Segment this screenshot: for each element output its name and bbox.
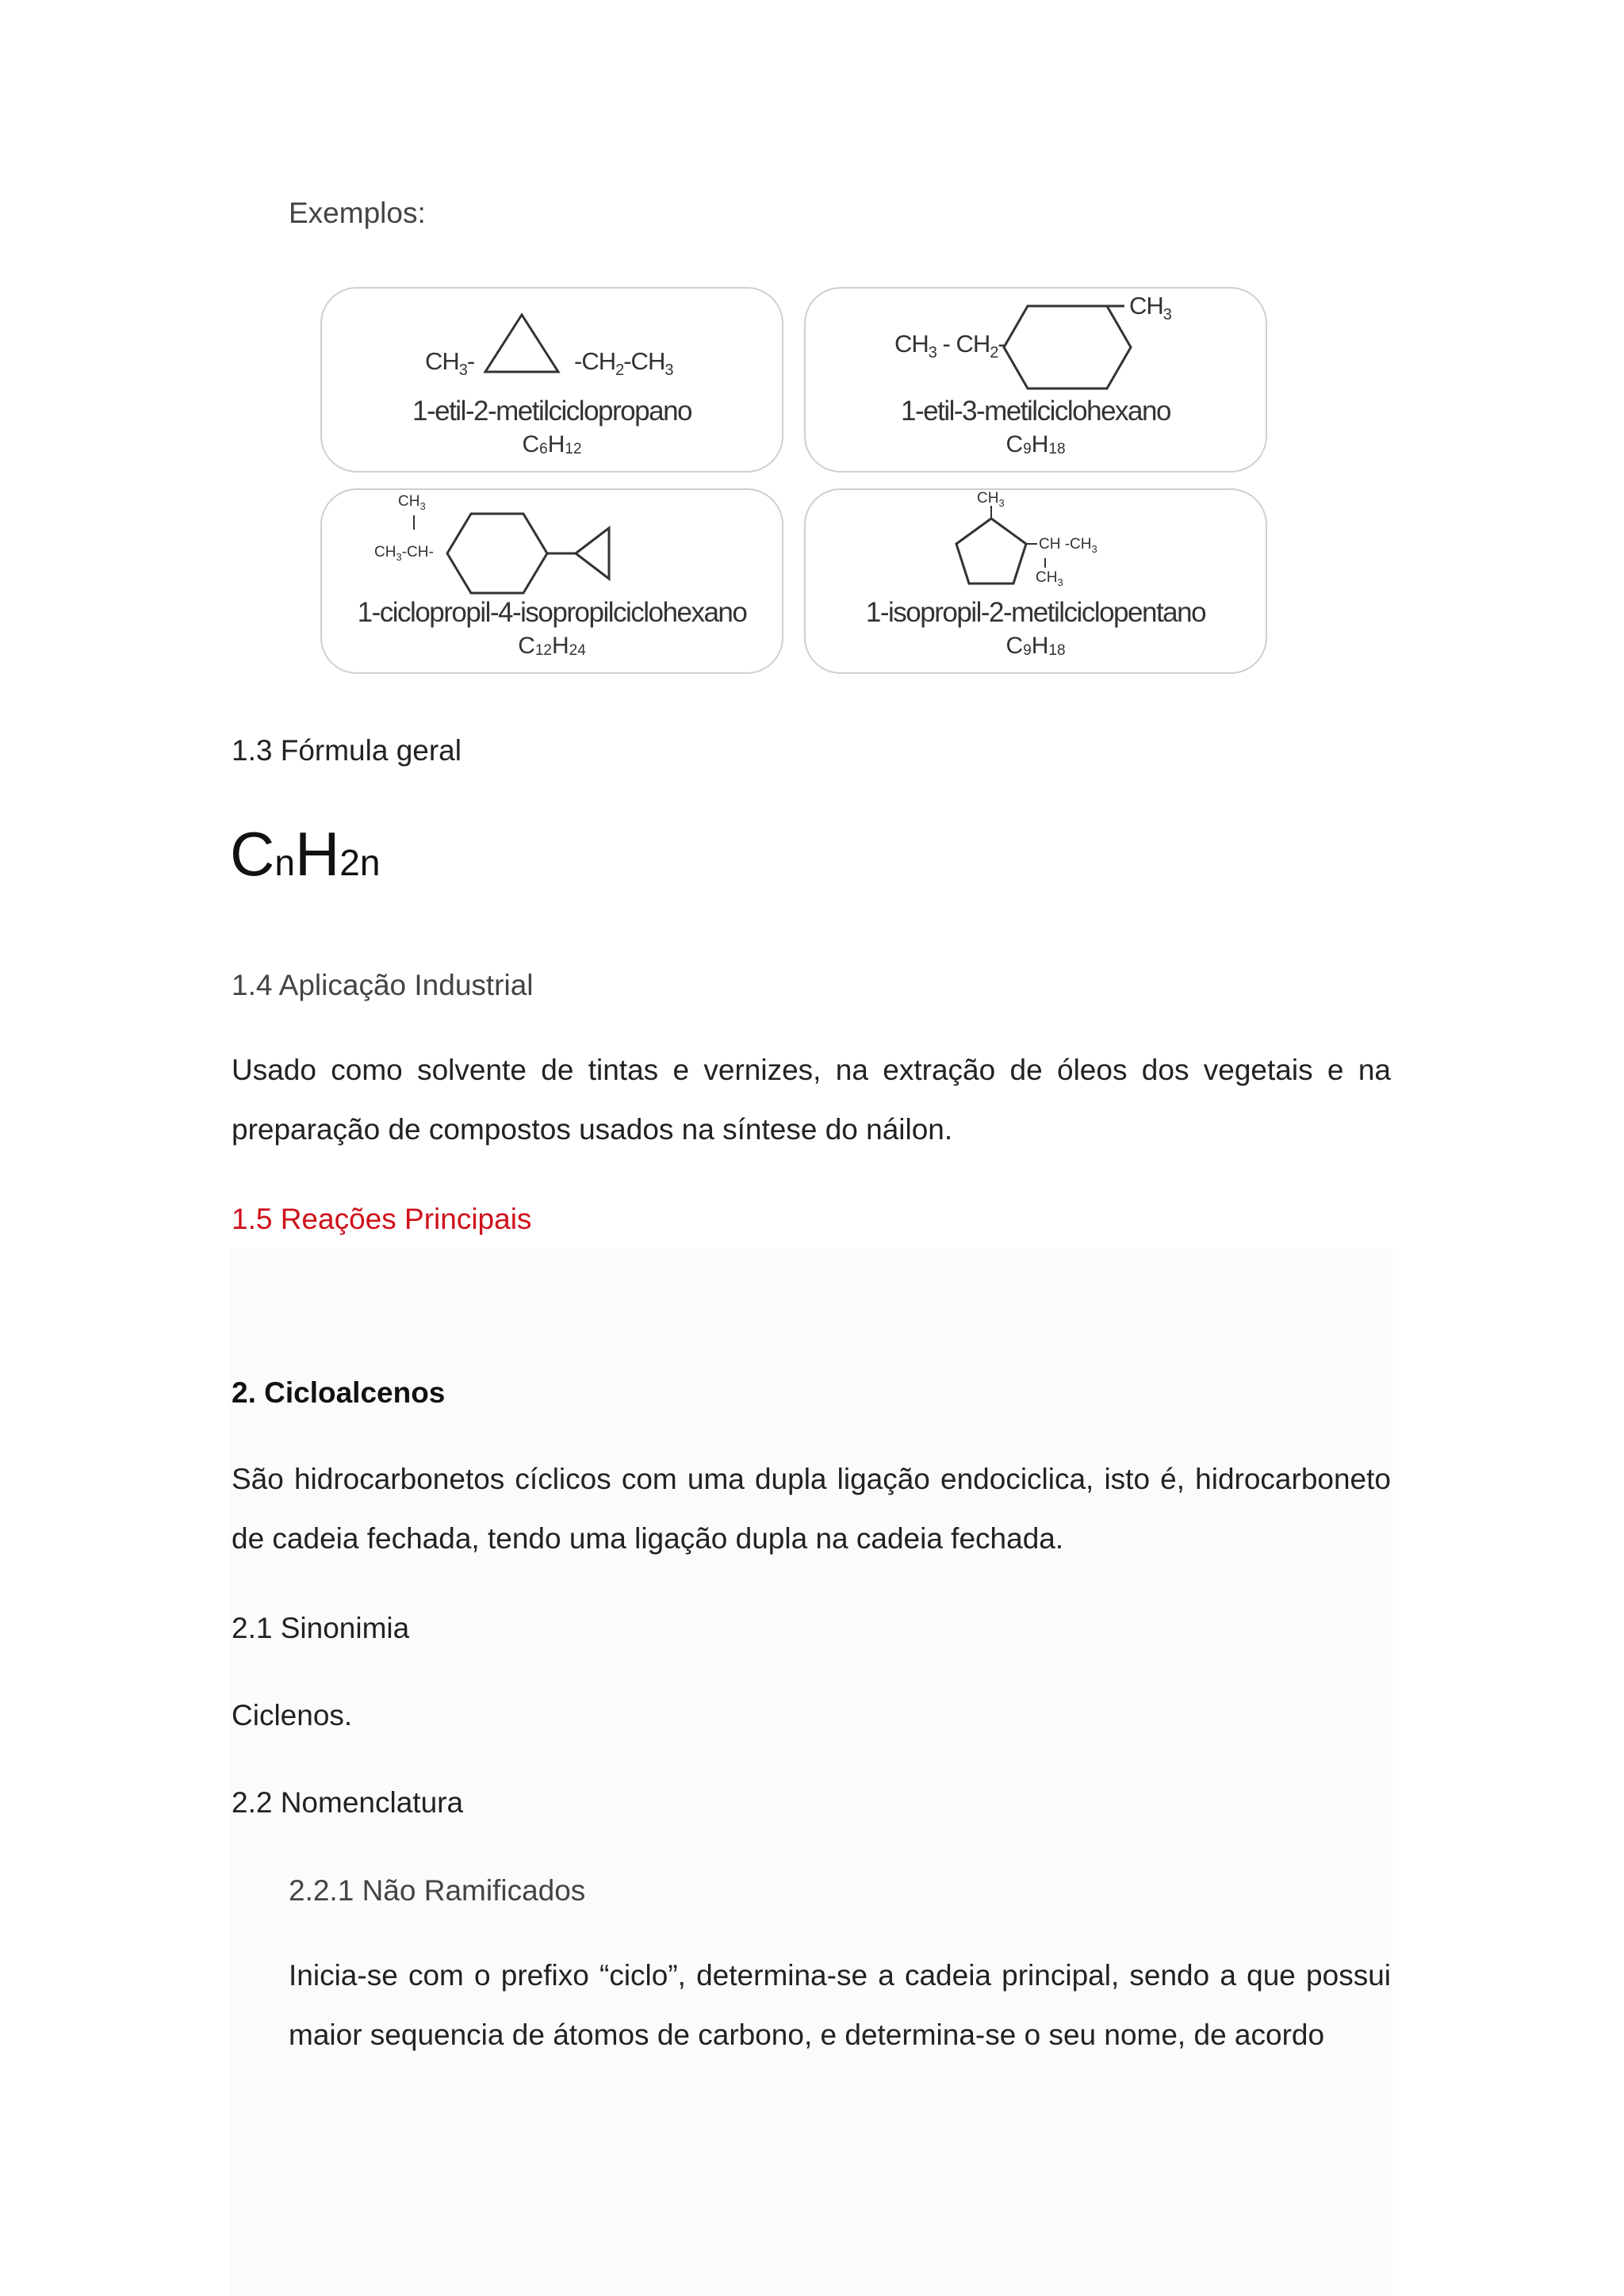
heading-1-5: 1.5 Reações Principais [232, 1203, 532, 1235]
heading-2-1: 2.1 Sinonimia [232, 1612, 410, 1644]
card1-label-left: $CH_3-$ [425, 347, 475, 380]
card1-label-right: $-CH_2-CH_3$ [574, 347, 673, 380]
card3-label-left: $CH_3-CH-$ [374, 544, 434, 563]
card4-formula: $C_9H_{18}$ [1005, 633, 1066, 659]
card4-label-right: CH $-CH_3$ [1039, 536, 1097, 555]
card2-name: 1-etil-3-metilciclohexano [901, 396, 1170, 427]
heading-2: 2. Cicloalcenos [232, 1376, 446, 1409]
paragraph-2-1: Ciclenos. [232, 1699, 353, 1732]
heading-1-3: 1.3 Fórmula geral [232, 734, 462, 767]
example-card-3 [320, 488, 783, 674]
examples-label: Exemplos: [289, 197, 426, 229]
heading-2-2: 2.2 Nomenclatura [232, 1786, 464, 1819]
example-card-2 [804, 287, 1267, 473]
general-formula: CnH2n [230, 819, 381, 889]
card2-formula: $C_9H_{18}$ [1005, 431, 1066, 457]
paragraph-1-4: Usado como solvente de tintas e vernizes, na extração de óleos dos vegetais e na preparação de compostos usados na síntese do náilon. [232, 1054, 1391, 1146]
card4-name: 1-isopropil-2-metilciclopentano [865, 597, 1206, 628]
card2-label-left: $CH_3 - CH_2-$ [894, 330, 1005, 362]
example-card-4 [804, 488, 1267, 674]
card3-formula: $C_{12}H_{24}$ [518, 633, 586, 659]
card1-name: 1-etil-2-metilciclopropano [412, 396, 691, 427]
paragraph-2-2-1: Inicia-se com o prefixo “ciclo”, determina-se a cadeia principal, sendo a que possui maior sequencia de átomos de carbono, e determina-se o seu nome, de acordo [289, 1959, 1391, 2051]
paragraph-2: São hidrocarbonetos cíclicos com uma dupla ligação endociclica, isto é, hidrocarboneto de cadeia fechada, tendo uma ligação dupla na cadeia fechada. [232, 1463, 1391, 1555]
card3-label-top: $CH_3$ [398, 493, 426, 512]
heading-1-4: 1.4 Aplicação Industrial [232, 969, 534, 1001]
example-card-1 [320, 287, 783, 473]
card4-label-top: $CH_3$ [977, 490, 1005, 509]
heading-2-2-1: 2.2.1 Não Ramificados [289, 1874, 586, 1907]
card3-name: 1-ciclopropil-4-isopropilciclohexano [357, 597, 747, 628]
card2-label-top: $CH_3$ [1129, 292, 1171, 324]
card4-label-bottom: $CH_3$ [1036, 569, 1063, 588]
card1-formula: $C_6H_{12}$ [522, 431, 582, 457]
